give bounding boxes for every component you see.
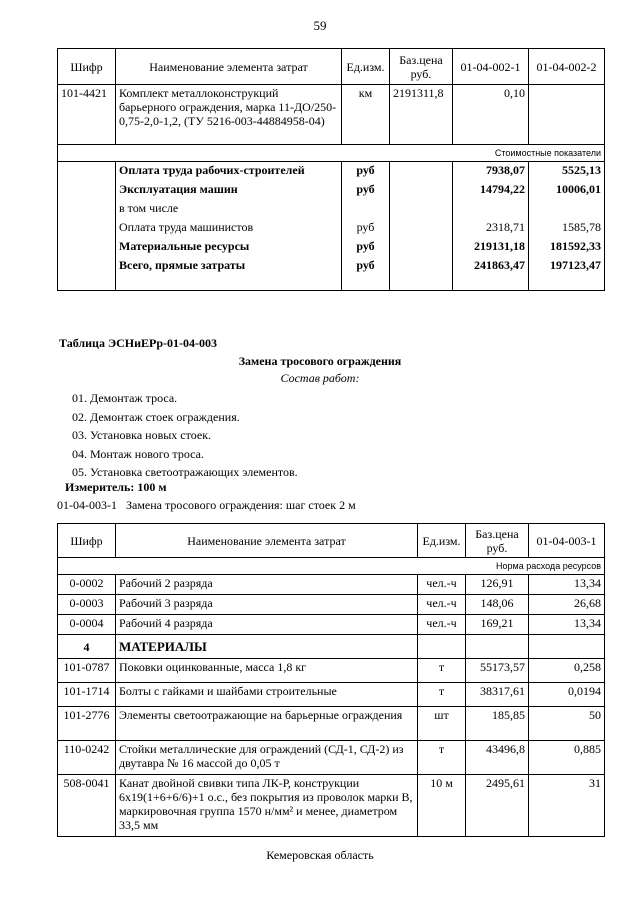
row-name: Оплата труда машинистов <box>116 219 342 238</box>
labor-value: 26,68 <box>529 595 605 615</box>
item-code: 101-4421 <box>58 85 116 145</box>
labor-price: 169,21 <box>466 615 529 635</box>
col-header-norm: 01-04-003-1 <box>529 524 605 558</box>
works-title: Состав работ: <box>280 371 360 385</box>
col-header-price: Баз.цена руб. <box>390 49 453 85</box>
col-header-code: Шифр <box>58 524 116 558</box>
material-unit: т <box>418 683 466 707</box>
material-code: 101-2776 <box>58 707 116 741</box>
row-unit: руб <box>342 181 390 200</box>
row-value-1: 7938,07 <box>453 162 529 181</box>
material-value: 50 <box>529 707 605 741</box>
material-name: Болты с гайками и шайбами строительные <box>116 683 418 707</box>
work-item: 02. Демонтаж стоек ограждения. <box>72 409 240 424</box>
row-value-2: 1585,78 <box>529 219 605 238</box>
material-name: Элементы светоотражающие на барьерные ограждения <box>116 707 418 741</box>
material-code: 110-0242 <box>58 741 116 775</box>
material-code: 508-0041 <box>58 775 116 837</box>
col-header-norm-2: 01-04-002-2 <box>529 49 605 85</box>
table-title: Таблица ЭСНиЕРр-01-04-003 <box>59 336 218 350</box>
measure-unit: Измеритель: 100 м <box>65 480 167 494</box>
row-value-2: 197123,47 <box>529 257 605 291</box>
labor-name: Рабочий 3 разряда <box>116 595 418 615</box>
labor-unit: чел.-ч <box>418 615 466 635</box>
material-name: Стойки металлические для ограждений (СД-1, СД-2) из двутавра № 16 массой до 0,05 т <box>116 741 418 775</box>
row-value-1: 2318,71 <box>453 219 529 238</box>
material-name: Канат двойной свивки типа ЛК-Р, конструкции 6х19(1+6+6/6)+1 о.с., без покрытия из проволок марки В, маркировочная группа 1570 н/мм² и менее, диаметром 33,5 мм <box>116 775 418 837</box>
col-header-unit: Ед.изм. <box>418 524 466 558</box>
page-number: 59 <box>313 18 327 33</box>
col-header-price: Баз.цена руб. <box>466 524 529 558</box>
row-unit: руб <box>342 162 390 181</box>
col-header-norm-1: 01-04-002-1 <box>453 49 529 85</box>
material-value: 31 <box>529 775 605 837</box>
labor-value: 13,34 <box>529 615 605 635</box>
row-value-1: 14794,22 <box>453 181 529 200</box>
col-header-code: Шифр <box>58 49 116 85</box>
resource-table-01-04-003 <box>57 523 605 837</box>
labor-price: 126,91 <box>466 575 529 595</box>
item-name: Комплект металлоконструкций барьерного ограждения, марка 11-ДО/250-0,75-2,0-1,2, (ТУ 5216-003-44884958-04) <box>116 85 342 145</box>
labor-value: 13,34 <box>529 575 605 595</box>
labor-code: 0-0004 <box>58 615 116 635</box>
norm-line: 01-04-003-1 Замена тросового ограждения: шаг стоек 2 м <box>57 498 356 512</box>
footer-region: Кемеровская область <box>266 848 374 862</box>
item-unit: км <box>342 85 390 145</box>
col-header-name: Наименование элемента затрат <box>116 49 342 85</box>
material-price: 43496,8 <box>466 741 529 775</box>
material-unit: шт <box>418 707 466 741</box>
material-price: 2495,61 <box>466 775 529 837</box>
material-name: Поковки оцинкованные, масса 1,8 кг <box>116 659 418 683</box>
material-price: 55173,57 <box>466 659 529 683</box>
material-value: 0,0194 <box>529 683 605 707</box>
row-value-2: 5525,13 <box>529 162 605 181</box>
row-name: Эксплуатация машин <box>116 181 342 200</box>
material-value: 0,258 <box>529 659 605 683</box>
work-item: 01. Демонтаж троса. <box>72 391 178 405</box>
row-name: в том числе <box>116 200 342 219</box>
row-value-2: 10006,01 <box>529 181 605 200</box>
row-value-1: 241863,47 <box>453 257 529 291</box>
works-list <box>72 389 298 482</box>
item-value-1: 0,10 <box>453 85 529 145</box>
material-code: 101-0787 <box>58 659 116 683</box>
labor-name: Рабочий 4 разряда <box>116 615 418 635</box>
cost-table-01-04-002 <box>57 48 605 291</box>
section-label-cost: Стоимостные показатели <box>58 145 605 162</box>
material-value: 0,885 <box>529 741 605 775</box>
labor-name: Рабочий 2 разряда <box>116 575 418 595</box>
material-price: 38317,61 <box>466 683 529 707</box>
row-unit: руб <box>342 219 390 238</box>
material-unit: т <box>418 741 466 775</box>
row-value-2: 181592,33 <box>529 238 605 257</box>
labor-unit: чел.-ч <box>418 575 466 595</box>
row-name: Материальные ресурсы <box>116 238 342 257</box>
section-title: Замена тросового ограждения <box>238 354 402 368</box>
labor-unit: чел.-ч <box>418 595 466 615</box>
material-unit: т <box>418 659 466 683</box>
labor-code: 0-0003 <box>58 595 116 615</box>
work-item: 04. Монтаж нового троса. <box>72 446 204 461</box>
material-code: 101-1714 <box>58 683 116 707</box>
work-item: 03. Установка новых стоек. <box>72 428 212 442</box>
row-name: Оплата труда рабочих-строителей <box>116 162 342 181</box>
work-item: 05. Установка светоотражающих элементов. <box>72 465 298 479</box>
col-header-unit: Ед.изм. <box>342 49 390 85</box>
row-name: Всего, прямые затраты <box>116 257 342 291</box>
materials-heading: МАТЕРИАЛЫ <box>116 635 418 659</box>
material-unit: 10 м <box>418 775 466 837</box>
labor-code: 0-0002 <box>58 575 116 595</box>
material-price: 185,85 <box>466 707 529 741</box>
item-price: 2191311,8 <box>390 85 453 145</box>
row-unit: руб <box>342 257 390 291</box>
row-value-1: 219131,18 <box>453 238 529 257</box>
materials-code: 4 <box>58 635 116 659</box>
section-label-norm: Норма расхода ресурсов <box>58 558 605 575</box>
col-header-name: Наименование элемента затрат <box>116 524 418 558</box>
item-value-2 <box>529 85 605 145</box>
labor-price: 148,06 <box>466 595 529 615</box>
row-unit: руб <box>342 238 390 257</box>
